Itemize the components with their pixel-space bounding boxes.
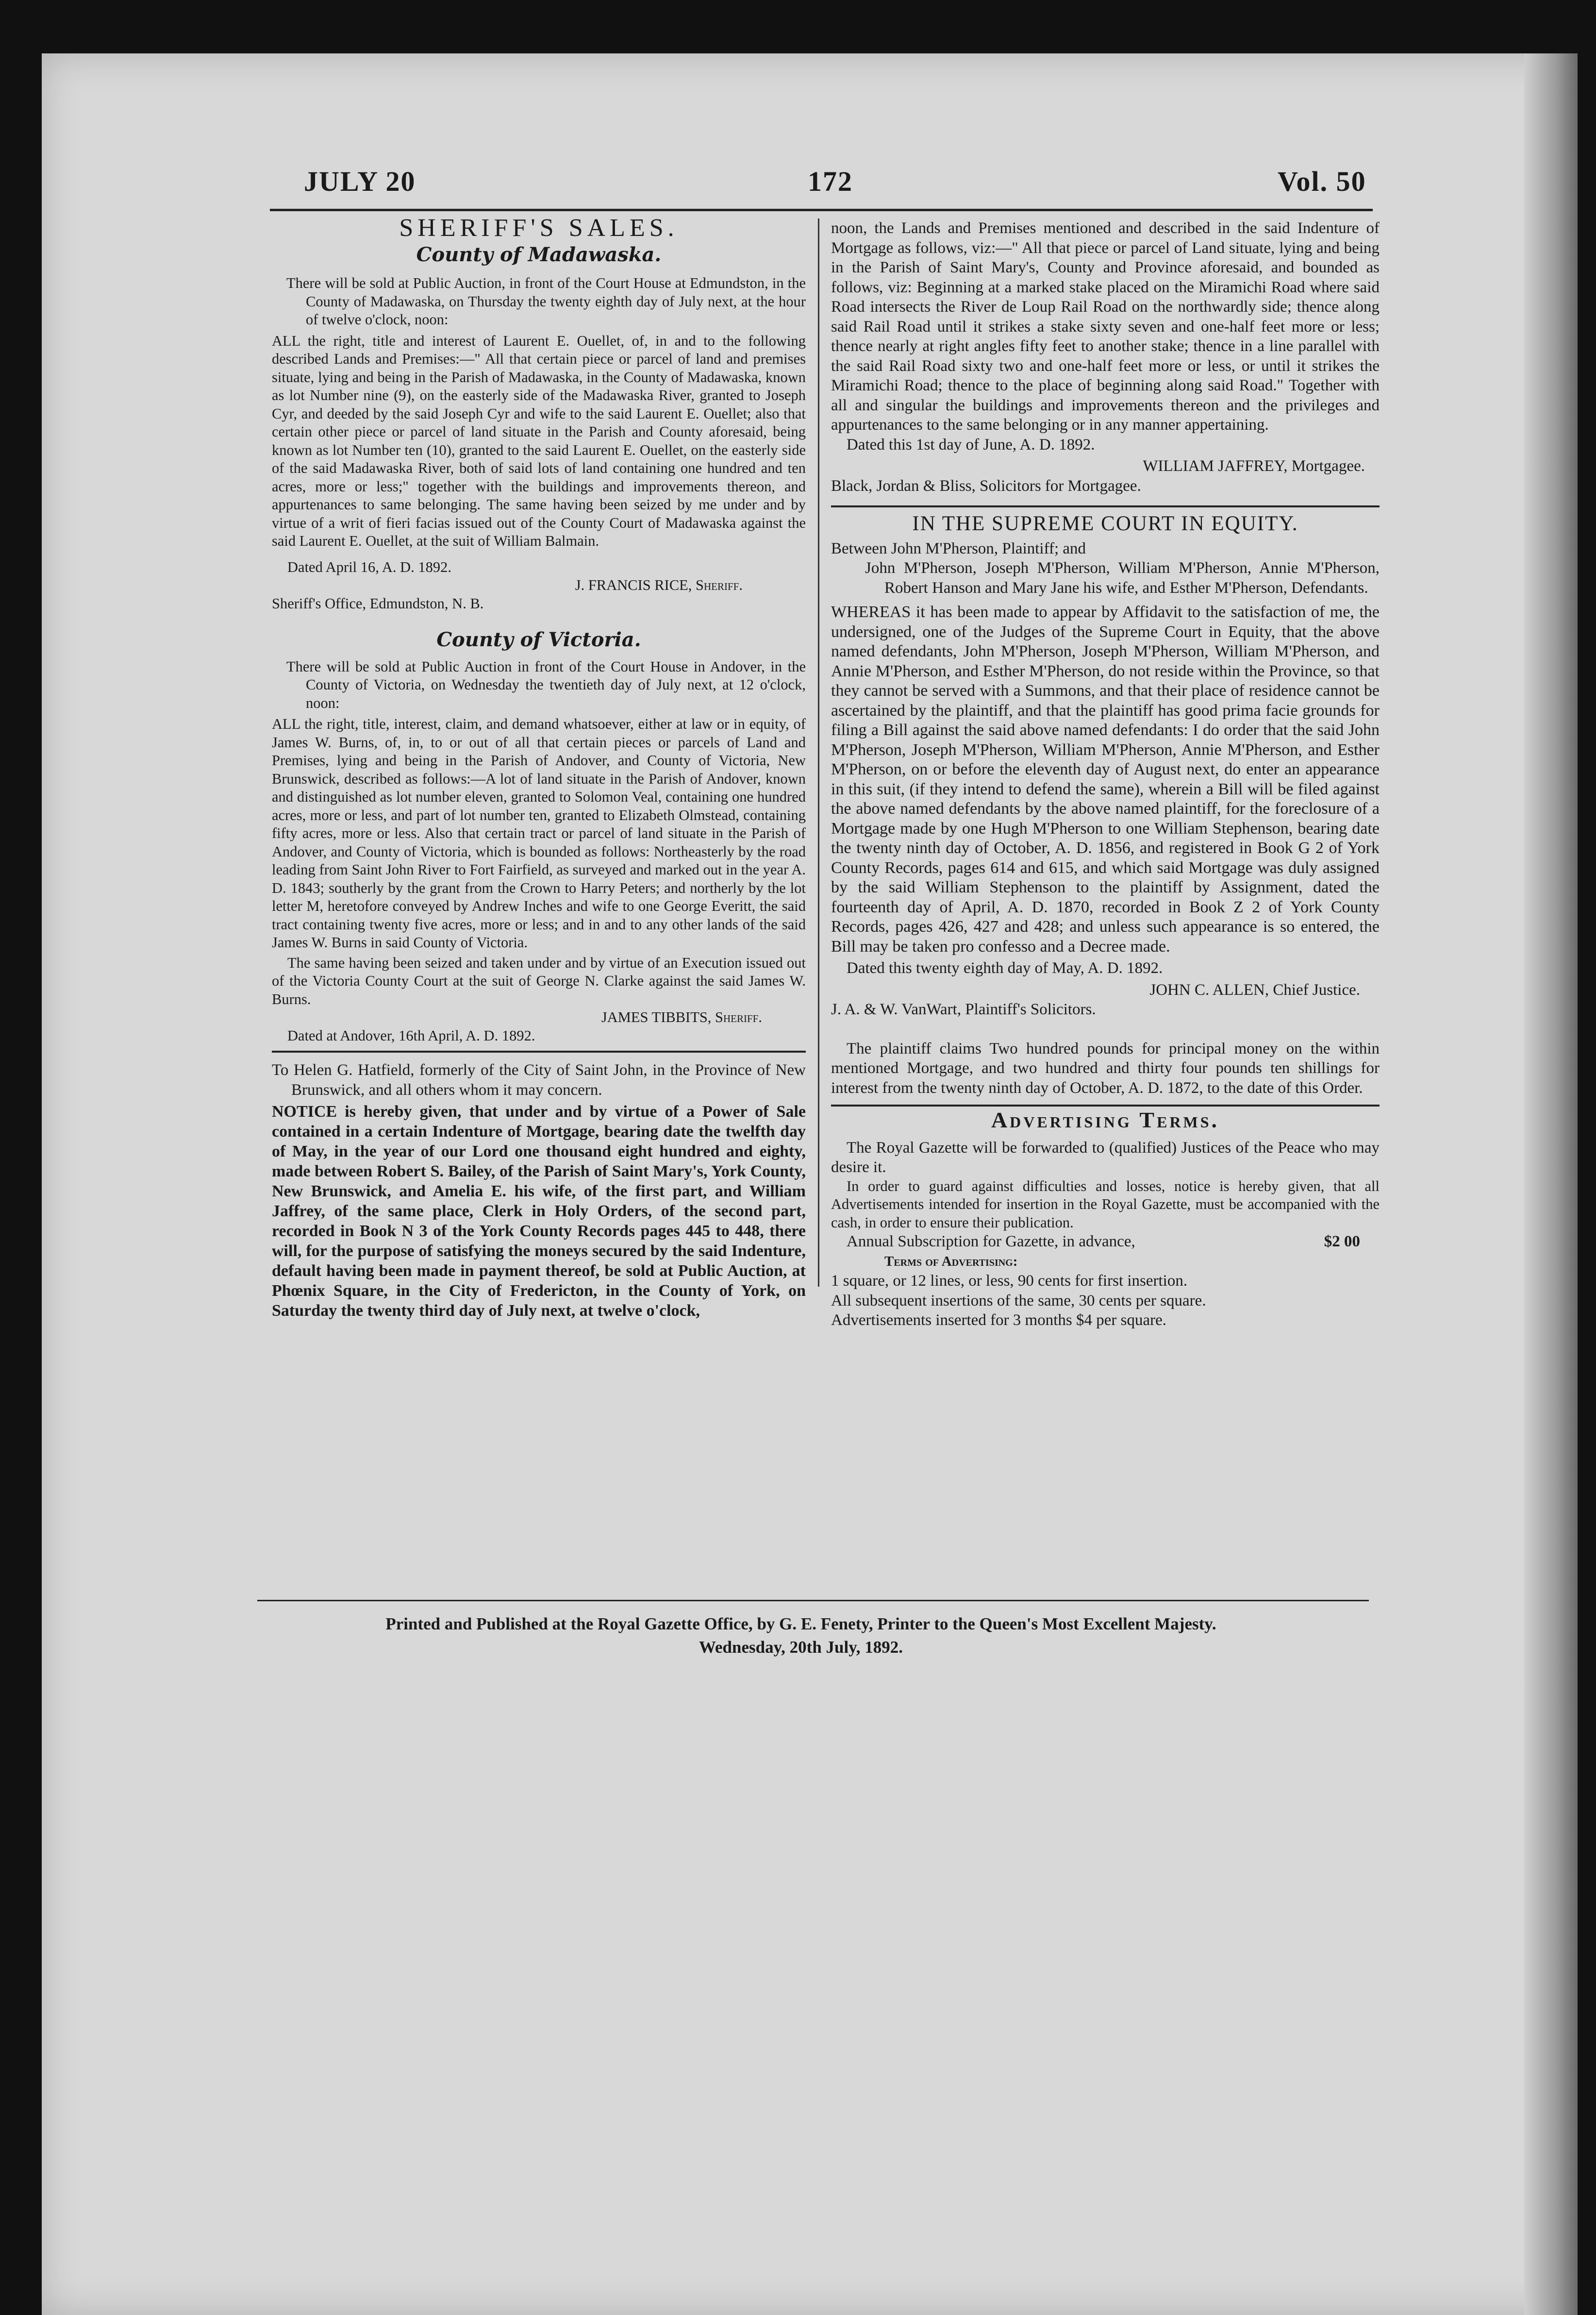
sheriff-office: Sheriff's Office, Edmundston, N. B. xyxy=(272,595,484,612)
gazette-note: The Royal Gazette will be forwarded to (qualified) Justices of the Peace who may desire it. xyxy=(831,1139,1380,1176)
equity-title: IN THE SUPREME COURT IN EQUITY. xyxy=(912,512,1298,535)
madawaska-intro: There will be sold at Public Auction, in front of the Court House at Edmundston, in the County of Madawaska, on Thursday the twenty eighth day of July next, at the hour of twelve o'clock, noon: xyxy=(286,275,806,328)
equity-defendants: John M'Pherson, Joseph M'Pherson, William M'Pherson, Annie M'Pherson, Robert Hanson and Mary Jane his wife, and Esther M'Pherson, Defendants. xyxy=(865,559,1380,597)
column-divider xyxy=(818,218,819,1287)
sheriff-sales-title: SHERIFF'S SALES. xyxy=(399,214,679,242)
section-rule xyxy=(272,1051,806,1053)
rate-line-1: 1 square, or 12 lines, or less, 90 cents for first insertion. xyxy=(831,1272,1188,1290)
cash-notice: In order to guard against difficulties and losses, notice is hereby given, that all Advertisements intended for insertion in the Royal Gazette, must be accompanied with the cash, in order to ensure their publication. xyxy=(831,1177,1380,1231)
subscription-row xyxy=(831,1232,1380,1252)
right-column xyxy=(831,218,1380,1330)
victoria-dated: Dated at Andover, 16th April, A. D. 1892. xyxy=(287,1027,535,1044)
victoria-signature: JAMES TIBBITS, Sheriff. xyxy=(601,1009,762,1025)
hatfield-notice: NOTICE is hereby given, that under and by virtue of a Power of Sale contained in a certain Indenture of Mortgage, bearing date the twelfth day of May, in the year of our Lord one thousand eight hundred and eighty, made between Robert S. Bailey, of the Parish of Saint Mary's, York County, New Brunswick, and Amelia E. his wife, of the first part, and William Jaffrey, of the same place, Clerk in Holy Orders, of the second part, recorded in Book N 3 of the York County Records pages 445 to 448, there will, for the purpose of satisfying the moneys secured by the said Indenture, default having been made in payment thereof, be sold at Public Auction, at Phœnix Square, in the City of Fredericton, in the County of York, on Saturday the twenty third day of July next, at twelve o'clock, xyxy=(272,1103,806,1320)
header-rule xyxy=(270,209,1373,211)
subscription-price: $2 00 xyxy=(1324,1233,1360,1250)
rate-line-2: All subsequent insertions of the same, 30 cents per square. xyxy=(831,1292,1206,1309)
volume-number: Vol. 50 xyxy=(1278,166,1366,197)
victoria-heading: County of Victoria. xyxy=(436,628,641,651)
jaffrey-signature: WILLIAM JAFFREY, Mortgagee. xyxy=(1143,457,1365,475)
rate-line-3: Advertisements inserted for 3 months $4 per square. xyxy=(831,1311,1167,1329)
hatfield-dated: Dated this 1st day of June, A. D. 1892. xyxy=(847,436,1095,453)
equity-claim: The plaintiff claims Two hundred pounds for principal money on the within mentioned Mortgage, and two hundred and thirty four pounds ten shillings for interest from the twenty ninth day of October, A. D. 1872, to the date of this Order. xyxy=(831,1040,1380,1097)
hatfield-continued: noon, the Lands and Premises mentioned and described in the said Indenture of Mortgage as follows, viz:—" All that piece or parcel of Land situate, lying and being in the Parish of Saint Mary's, County and Province aforesaid, and bounded as follows, viz: Beginning at a marked stake placed on the Miramichi Road where said Road intersects the River de Loup Rail Road on the northwardly side; thence along said Rail Road until it strikes a stake sixty seven and one-half feet more or less; thence nearly at right angles fifty feet to another stake; thence in a line parallel with the said Rail Road sixty two and one-half feet more or less, or until it strikes the Miramichi Road; thence to the place of beginning along said Road." Together with all and singular the buildings and improvements thereon and the privileges and appurtenances to the same belonging or in any manner appertaining. xyxy=(831,219,1380,434)
section-rule xyxy=(831,1105,1380,1107)
footer-rule xyxy=(257,1600,1369,1601)
allen-signature: JOHN C. ALLEN, Chief Justice. xyxy=(1149,981,1360,999)
issue-date: JULY 20 xyxy=(304,166,416,197)
advertising-title: Advertising Terms. xyxy=(991,1107,1220,1132)
subscription-label: Annual Subscription for Gazette, in advance, xyxy=(847,1233,1135,1250)
madawaska-heading: County of Madawaska. xyxy=(416,243,662,266)
hatfield-solicitors: Black, Jordan & Bliss, Solicitors for Mortgagee. xyxy=(831,477,1141,495)
equity-dated: Dated this twenty eighth day of May, A. D. 1892. xyxy=(847,959,1163,977)
victoria-intro: There will be sold at Public Auction in front of the Court House in Andover, in the County of Victoria, on Wednesday the twentieth day of July next, at 12 o'clock, noon: xyxy=(286,658,806,711)
equity-solicitors: J. A. & W. VanWart, Plaintiff's Solicitors. xyxy=(831,1001,1096,1018)
left-column xyxy=(272,214,806,1321)
equity-between: Between John M'Pherson, Plaintiff; and xyxy=(831,539,1086,557)
publication-date: Wednesday, 20th July, 1892. xyxy=(698,1638,903,1657)
equity-body: WHEREAS it has been made to appear by Affidavit to the satisfaction of me, the undersigned, one of the Judges of the Supreme Court in Equity, that the above named defendants, John M'Pherson, Joseph M'Pherson, William M'Pherson, and Annie M'Pherson, and Esther M'Pherson, do not reside within the Province, so that they cannot be served with a Summons, and that their place of residence cannot be ascertained by the plaintiff, and that the plaintiff has good prima facie grounds for filing a Bill against the said above named defendants: I do order that the said John M'Pherson, Joseph M'Pherson, William M'Pherson, Annie M'Pherson, and Esther M'Pherson, on or before the eleventh day of August next, do enter an appearance in this suit, (if they intend to defend the same), wherein a Bill will be filed against the above named defendants by the above named plaintiff, for the foreclosure of a Mortgage made by one Hugh M'Pherson to one William Stephenson, bearing date the twenty ninth day of October, A. D. 1856, and registered in Book G 2 of York County Records, pages 614 and 615, and which said Mortgage was duly assigned by the said William Stephenson to the plaintiff by Assignment, dated the fourteenth day of April, A. D. 1870, recorded in Book Z 2 of York County Records, pages 426, 427 and 428; and unless such appearance is so entered, the Bill may be taken pro confesso and a Decree made. xyxy=(831,603,1380,956)
section-rule xyxy=(831,505,1380,507)
madawaska-dated: Dated April 16, A. D. 1892. xyxy=(287,558,452,575)
terms-heading: Terms of Advertising: xyxy=(884,1253,1018,1269)
victoria-body: ALL the right, title, interest, claim, and demand whatsoever, either at law or in equity, of James W. Burns, of, in, to or out of all that certain pieces or parcels of Land and Premises, lying and being in the Parish of Andover, and County of Victoria, New Brunswick, described as follows:—A lot of land situate in the Parish of Andover, known and distinguished as lot number eleven, granted to Solomon Veal, containing one hundred acres, more or less, and part of lot number ten, granted to Elizabeth Olmstead, containing fifty acres, more or less. Also that certain tract or parcel of land situate in the Parish of Andover, and County of Victoria, which is bounded as follows: Northeasterly by the road leading from Saint John River to Fort Fairfield, as surveyed and marked out in the year A. D. 1843; southerly by the grant from the Crown to Harry Peters; and northerly by the lot letter M, heretofore conveyed by Andrew Inches and wife to one George Everitt, the said tract containing twenty five acres, more or less; and in and to any other lands of the said James W. Burns in said County of Victoria. xyxy=(272,716,806,951)
madawaska-body: ALL the right, title and interest of Laurent E. Ouellet, of, in and to the following described Lands and Premises:—" All that certain piece or parcel of land and premises situate, lying and being in the Parish of Madawaska, in the County of Madawaska, known as lot Number nine (9), on the easterly side of the Madawaska River, granted to Joseph Cyr, and deeded by the said Joseph Cyr and wife to the said Laurent E. Ouellet; also that certain other piece or parcel of land situate in the Parish and County aforesaid, being known as lot Number ten (10), granted to the said Laurent E. Ouellet, on the easterly side of the said Madawaska River, both of said lots of land containing one hundred and ten acres, more or less;" together with the buildings and improvements thereon, and appurtenances to same belonging. The same having been seized by me under and by virtue of a writ of fieri facias issued out of the County Court of Madawaska against the said Laurent E. Ouellet, at the suit of William Balmain. xyxy=(272,332,806,549)
printer-imprint: Printed and Published at the Royal Gazette Office, by G. E. Fenety, Printer to the Queen's Most Excellent Majesty. xyxy=(385,1614,1216,1633)
page-number: 172 xyxy=(808,166,853,197)
hatfield-address: To Helen G. Hatfield, formerly of the City of Saint John, in the Province of New Brunswick, and all others whom it may concern. xyxy=(272,1061,806,1099)
victoria-seizure: The same having been seized and taken under and by virtue of an Execution issued out of the Victoria County Court at the suit of George N. Clarke against the said James W. Burns. xyxy=(272,954,806,1007)
madawaska-signature: J. FRANCIS RICE, Sheriff. xyxy=(575,577,743,593)
page-edge xyxy=(1524,53,1578,2315)
